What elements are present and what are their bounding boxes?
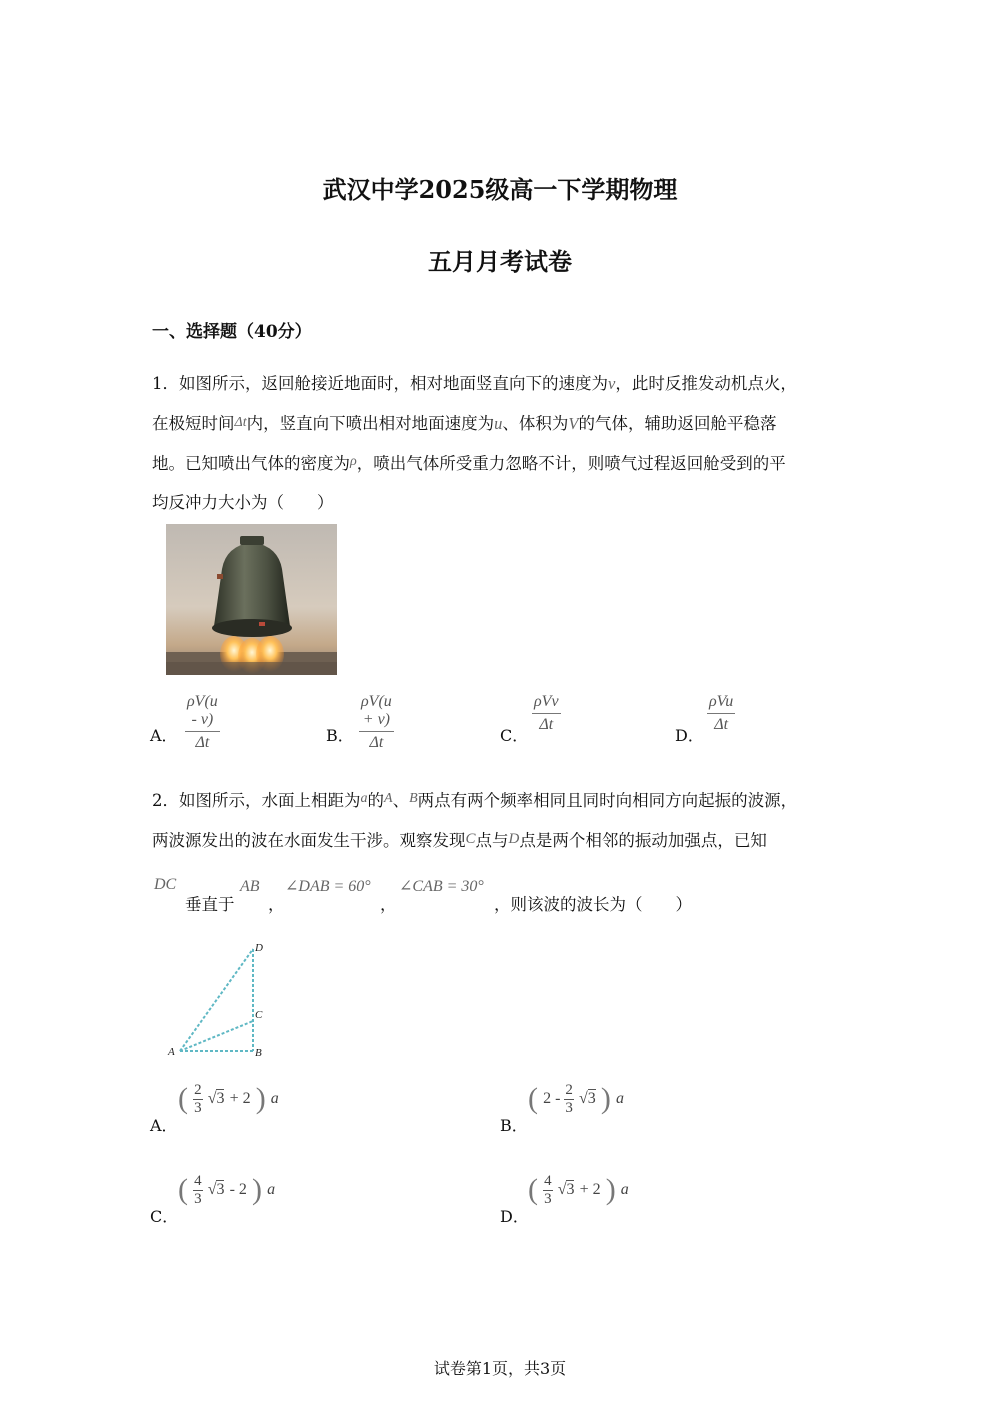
point-C: C xyxy=(465,831,476,847)
fraction-denominator: Δt xyxy=(714,716,729,733)
q2-line1 xyxy=(152,787,797,811)
fraction-denominator: Δt xyxy=(195,734,210,751)
point-D: D xyxy=(508,831,520,847)
option-formula xyxy=(359,693,394,752)
var-v: v xyxy=(608,374,616,393)
q2-text: ， xyxy=(380,895,397,914)
option-label: A． xyxy=(150,1116,178,1135)
radicand: 3 xyxy=(587,1090,596,1107)
segment-DC: DC xyxy=(154,876,177,893)
segment-AB: AB xyxy=(240,878,260,895)
right-paren: ) xyxy=(605,1173,616,1206)
q1-line1 xyxy=(152,370,797,394)
option-formula xyxy=(178,1173,275,1207)
q2-text: 、 xyxy=(392,791,410,810)
q1-text: 内，竖直向下喷出相对地面速度为 xyxy=(246,414,495,433)
section-heading: 一、选择题（40分） xyxy=(152,322,312,342)
formula-fraction xyxy=(193,1083,203,1116)
var-a: a xyxy=(270,1090,279,1107)
fraction-denominator: 3 xyxy=(194,1190,202,1207)
right-paren: ) xyxy=(600,1082,611,1115)
var-a: a xyxy=(360,791,368,806)
sqrt-expression xyxy=(208,1180,225,1198)
sqrt-sign: √ xyxy=(207,1090,217,1107)
option-label: A． xyxy=(150,726,178,745)
q2-text: ， xyxy=(268,895,285,914)
option-formula xyxy=(532,693,561,734)
q1-text: ，喷出气体所受重力忽略不计，则喷气过程返回舱受到的平 xyxy=(356,454,786,473)
radicand: 3 xyxy=(216,1090,225,1107)
sqrt-sign: √ xyxy=(579,1090,588,1107)
q1-text: 在极短时间 xyxy=(152,414,235,433)
q2-text: 两点有两个频率相同且同时向相同方向起振的波源， xyxy=(417,791,798,810)
q2-line2 xyxy=(152,827,767,851)
var-dt: Δt xyxy=(234,415,247,430)
option-label: B． xyxy=(500,1116,528,1135)
q2-line3 xyxy=(152,876,872,916)
var-a: a xyxy=(267,1181,276,1198)
figure-label-A: A xyxy=(168,1046,175,1058)
var-u: u xyxy=(494,414,503,433)
q2-text: ，则该波的波长为（ ） xyxy=(494,895,692,914)
q2-text: 两波源发出的波在水面发生干涉。观察发现 xyxy=(152,831,466,850)
q1-text: 1．如图所示，返回舱接近地面时，相对地面竖直向下的速度为 xyxy=(152,374,608,393)
option-formula xyxy=(178,1082,279,1116)
q2-text: 2．如图所示，水面上相距为 xyxy=(152,791,361,810)
angle-CAB: ∠CAB = 30° xyxy=(399,878,484,895)
q1-text: 地。已知喷出气体的密度为 xyxy=(152,454,350,473)
sqrt-expression xyxy=(579,1089,596,1107)
option-formula xyxy=(528,1082,624,1116)
q2-option-d[interactable] xyxy=(500,1173,800,1225)
formula-suffix: + 2 xyxy=(579,1181,601,1198)
fraction-numerator: 2 xyxy=(565,1081,573,1098)
option-formula xyxy=(707,693,735,734)
sqrt-sign: √ xyxy=(557,1181,567,1198)
q1-line2 xyxy=(152,410,776,434)
angle-DAB: ∠DAB = 60° xyxy=(285,878,371,895)
q2-text: 垂直于 xyxy=(185,895,235,914)
left-paren: ( xyxy=(528,1082,538,1115)
q1-text: 的气体，辅助返回舱平稳落 xyxy=(578,414,777,433)
q2-option-c[interactable] xyxy=(150,1173,470,1225)
q2-text: 点与 xyxy=(475,831,509,850)
q1-text: 、体积为 xyxy=(502,414,569,433)
fraction-numerator: ρV(u + v) xyxy=(359,693,394,732)
fraction-numerator: 2 xyxy=(194,1081,202,1098)
exam-title-line1: 武汉中学2025级高一下学期物理 xyxy=(322,175,678,204)
formula-fraction xyxy=(193,1174,203,1207)
page-footer: 试卷第1页，共3页 xyxy=(433,1359,567,1378)
var-a: a xyxy=(620,1181,629,1198)
option-label: C． xyxy=(500,726,529,745)
q1-options xyxy=(150,693,850,751)
figure-label-D: D xyxy=(255,942,263,954)
formula-suffix: - 2 xyxy=(229,1181,247,1198)
fraction-denominator: 3 xyxy=(565,1099,573,1116)
q1-line3 xyxy=(152,450,786,474)
figure-label-C: C xyxy=(255,1009,263,1021)
q2-option-b[interactable] xyxy=(500,1082,800,1134)
fraction-numerator: ρVu xyxy=(707,693,735,714)
exam-title-line2: 五月月考试卷 xyxy=(428,247,572,276)
q2-text: 的 xyxy=(367,791,384,810)
right-paren: ) xyxy=(251,1173,262,1206)
option-label: C． xyxy=(150,1207,179,1226)
option-formula xyxy=(528,1173,629,1207)
fraction-denominator: 3 xyxy=(544,1190,552,1207)
triangle-figure xyxy=(160,935,280,1065)
formula-fraction xyxy=(564,1083,574,1116)
fraction-numerator: ρVv xyxy=(532,693,561,714)
radicand: 3 xyxy=(216,1181,225,1198)
fraction-denominator: Δt xyxy=(539,716,554,733)
formula-suffix: + 2 xyxy=(229,1090,251,1107)
formula-prefix: 2 - xyxy=(543,1090,565,1107)
fraction-numerator: ρV(u - v) xyxy=(185,693,220,732)
option-label: D． xyxy=(500,1207,529,1226)
option-label: B． xyxy=(326,726,354,745)
left-paren: ( xyxy=(178,1173,188,1206)
var-rho: ρ xyxy=(350,454,357,469)
var-V: V xyxy=(568,414,579,433)
q2-text: 点是两个相邻的振动加强点，已知 xyxy=(519,831,767,850)
sqrt-sign: √ xyxy=(207,1181,217,1198)
fraction-numerator: 4 xyxy=(544,1172,552,1189)
point-A: A xyxy=(384,791,393,806)
formula-fraction xyxy=(543,1174,553,1207)
left-paren: ( xyxy=(178,1082,188,1115)
q1-line4: 均反冲力大小为（ ） xyxy=(152,493,334,512)
var-a: a xyxy=(615,1090,624,1107)
return-capsule-image xyxy=(166,524,337,675)
option-formula xyxy=(185,693,220,752)
fraction-numerator: 4 xyxy=(194,1172,202,1189)
option-label: D． xyxy=(675,726,704,745)
right-paren: ) xyxy=(255,1082,266,1115)
sqrt-expression xyxy=(558,1180,575,1198)
fraction-denominator: Δt xyxy=(369,734,384,751)
fraction-denominator: 3 xyxy=(194,1099,202,1116)
point-B: B xyxy=(409,791,418,806)
sqrt-expression xyxy=(208,1089,225,1107)
q1-text: ，此时反推发动机点火， xyxy=(615,374,797,393)
radicand: 3 xyxy=(566,1181,575,1198)
figure-label-B: B xyxy=(255,1047,262,1059)
left-paren: ( xyxy=(528,1173,538,1206)
